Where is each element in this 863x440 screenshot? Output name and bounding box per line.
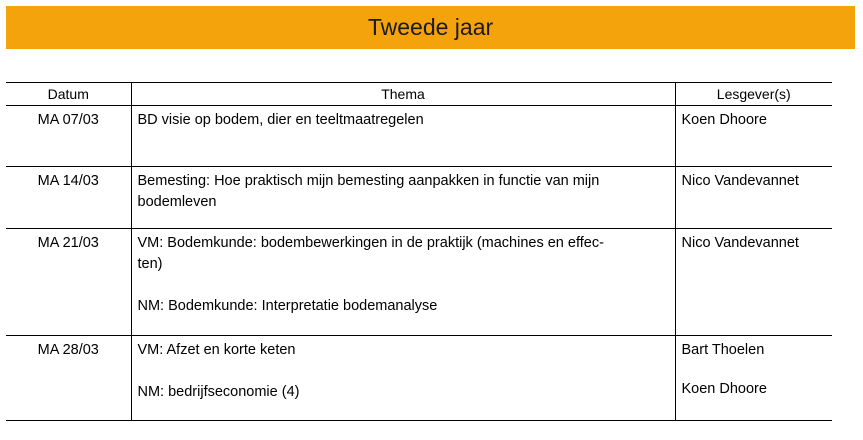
teacher-name: Nico Vandevannet xyxy=(681,173,799,189)
theme-cell xyxy=(131,336,675,421)
teacher-cell xyxy=(675,106,832,167)
table-row xyxy=(6,336,832,421)
table-row xyxy=(6,229,832,336)
table-row xyxy=(6,167,832,229)
teacher-name: Nico Vandevannet xyxy=(681,235,799,251)
theme-line: VM: Bodemkunde: bodembewerkingen in de praktijk (machines en effec- xyxy=(137,235,604,251)
theme-line: bodemleven xyxy=(137,194,217,210)
teacher-cell xyxy=(675,167,832,229)
header-thema: Thema xyxy=(131,83,675,106)
theme-cell xyxy=(131,229,675,336)
date-cell: MA 14/03 xyxy=(6,167,131,229)
table-header-row xyxy=(6,83,832,106)
table-row xyxy=(6,106,832,167)
theme-line: Bemesting: Hoe praktisch mijn bemesting aanpakken in functie van mijn xyxy=(137,173,600,189)
header-datum: Datum xyxy=(6,83,131,106)
theme-cell xyxy=(131,167,675,229)
teacher-name: Koen Dhoore xyxy=(681,381,767,397)
header-lesgever: Lesgever(s) xyxy=(675,83,832,106)
theme-line: BD visie op bodem, dier en teeltmaatregelen xyxy=(137,112,424,128)
date-cell: MA 28/03 xyxy=(6,336,131,421)
teacher-cell xyxy=(675,336,832,421)
teacher-cell xyxy=(675,229,832,336)
date-cell: MA 21/03 xyxy=(6,229,131,336)
schedule-table xyxy=(6,82,832,421)
theme-cell xyxy=(131,106,675,167)
teacher-name: Koen Dhoore xyxy=(681,112,767,128)
theme-line: NM: bedrijfseconomie (4) xyxy=(137,384,300,400)
theme-line: ten) xyxy=(137,256,163,272)
date-cell: MA 07/03 xyxy=(6,106,131,167)
teacher-name: Bart Thoelen xyxy=(681,342,765,358)
page-title: Tweede jaar xyxy=(367,14,494,40)
theme-line: NM: Bodemkunde: Interpretatie bodemanalyse xyxy=(137,298,438,314)
theme-line: VM: Afzet en korte keten xyxy=(137,342,296,358)
page-title-banner xyxy=(6,6,855,49)
